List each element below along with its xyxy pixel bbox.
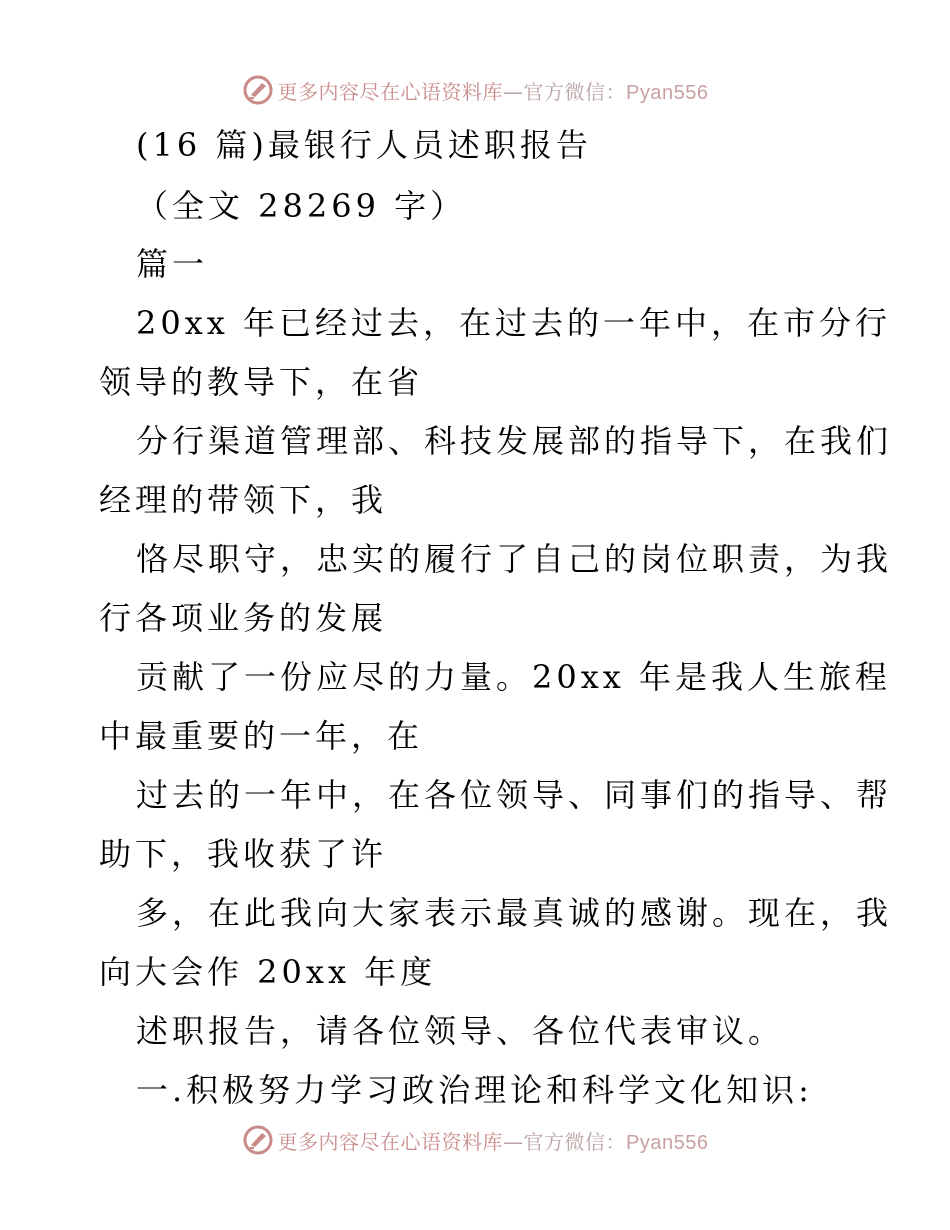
paragraph-line: 述职报告，请各位领导、各位代表审议。 [136,1012,785,1050]
watermark-text [278,1126,709,1155]
watermark-label: 官方微信： [523,1129,627,1154]
watermark-dash: — [503,79,524,104]
footer-watermark [0,1122,950,1158]
logo-seal-icon [242,1124,274,1156]
logo-seal-icon [242,74,274,106]
header-watermark [0,72,950,108]
paragraph-line: 中最重要的一年，在 [99,717,424,755]
paragraph-line: 过去的一年中，在各位领导、同事们的指导、帮 [136,776,893,814]
paragraph-line: 贡献了一份应尽的力量。20xx 年是我人生旅程 [136,658,891,696]
paragraph-line: 分行渠道管理部、科技发展部的指导下，在我们 [136,422,893,460]
document-title: (16 篇)最银行人员述职报告 [136,126,592,164]
paragraph-line: 行各项业务的发展 [99,599,388,637]
paragraph-line: 助下，我收获了许 [99,835,388,873]
paragraph-line: 经理的带领下，我 [99,481,388,519]
paragraph-line: 向大会作 20xx 年度 [99,953,437,991]
watermark-site-text: 更多内容尽在心语资料库 [277,79,504,104]
paragraph-line: 恪尽职守，忠实的履行了自己的岗位职责，为我 [136,540,893,578]
paragraph-line: 领导的教导下，在省 [99,363,424,401]
watermark-dash: — [503,1129,524,1154]
document-word-count: （全文 28269 字） [136,187,467,225]
watermark-id: Pyan556 [626,81,709,104]
paragraph-line: 多，在此我向大家表示最真诚的感谢。现在，我 [136,894,893,932]
watermark-text [278,76,709,105]
section-heading: 篇一 [136,245,209,283]
watermark-label: 官方微信： [523,79,627,104]
paragraph-line: 20xx 年已经过去，在过去的一年中，在市分行 [136,304,891,342]
subsection-heading: 一.积极努力学习政治理论和科学文化知识: [136,1071,813,1109]
watermark-site-text: 更多内容尽在心语资料库 [277,1129,504,1154]
watermark-id: Pyan556 [626,1131,709,1154]
